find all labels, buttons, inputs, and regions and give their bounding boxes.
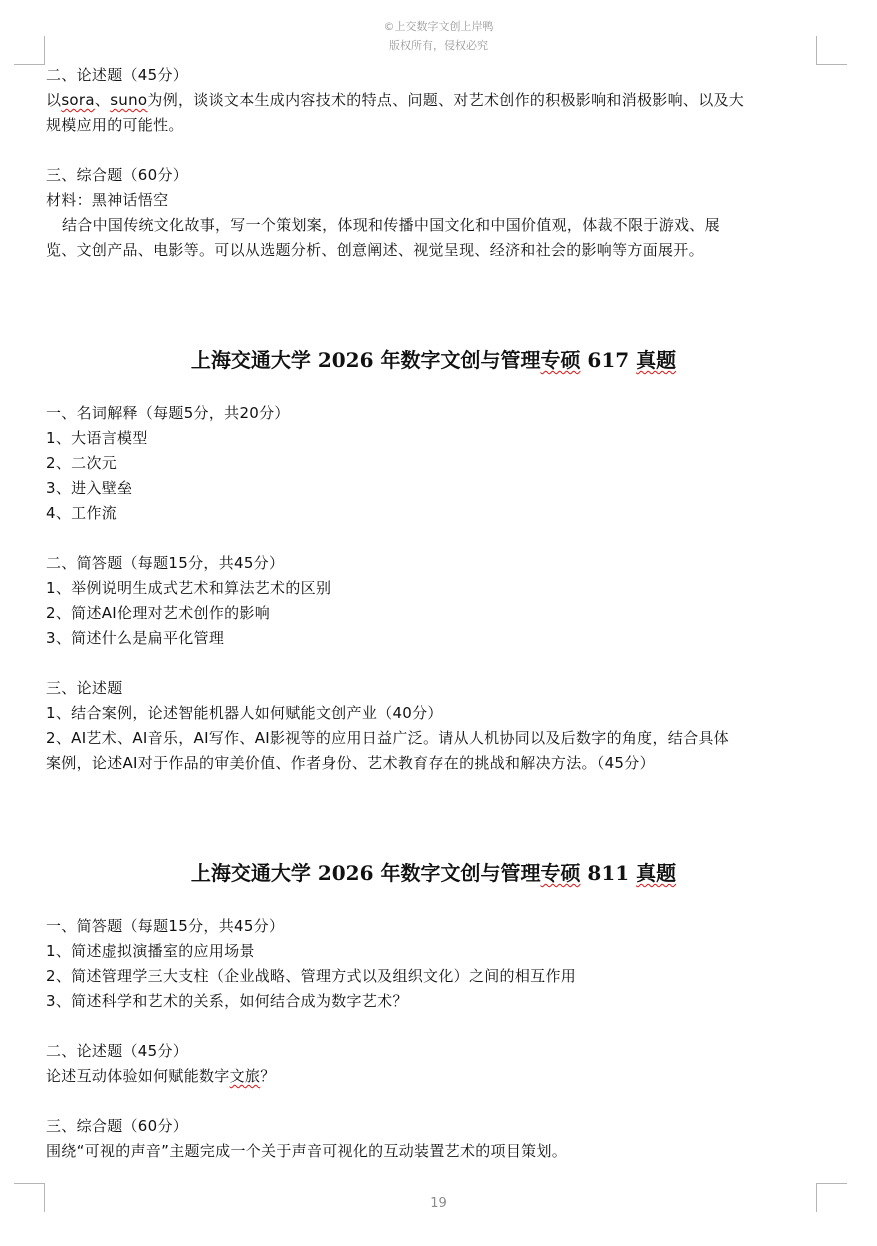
- essay-question-line-2: 规模应用的可能性。: [46, 116, 184, 134]
- watermark-line-2: 版权所有，侵权必究: [389, 39, 488, 52]
- exam-811-title-kw1: 专硕: [540, 861, 581, 885]
- exam-617-title-kw1: 专硕: [540, 348, 581, 372]
- essay-q-sep: 、: [94, 91, 111, 109]
- list-item: 2、简述AI伦理对艺术创作的影响: [46, 604, 271, 622]
- keyword-wenlv: 文旅: [229, 1067, 261, 1085]
- s2-q-post: ？: [260, 1067, 276, 1085]
- list-item: 3、简述科学和艺术的关系，如何结合成为数字艺术？: [46, 992, 408, 1010]
- keyword-suno: suno: [110, 91, 148, 109]
- exam-811-s3-heading: 三、综合题（60分）: [46, 1117, 189, 1135]
- list-item: 3、进入壁垒: [46, 479, 133, 497]
- exam-811-title-pre: 上海交通大学 2026 年数字文创与管理: [190, 861, 541, 885]
- essay-heading: 二、论述题（45分）: [46, 66, 189, 84]
- comprehensive-material: 材料：黑神话悟空: [46, 191, 169, 209]
- comprehensive-text-line-1: 结合中国传统文化故事，写一个策划案，体现和传播中国文化和中国价值观，体裁不限于游戏、展: [62, 216, 720, 234]
- watermark: [0, 20, 877, 53]
- list-item: 2、二次元: [46, 454, 118, 472]
- page-content: [46, 63, 821, 1164]
- exam-617-s2-heading: 二、简答题（每题15分，共45分）: [46, 554, 285, 572]
- exam-811-title-kw2: 真题: [636, 861, 677, 885]
- list-item: 4、工作流: [46, 504, 118, 522]
- exam-617-title: [46, 345, 821, 375]
- list-item: 1、简述虚拟演播室的应用场景: [46, 942, 255, 960]
- list-item: 1、举例说明生成式艺术和算法艺术的区别: [46, 579, 332, 597]
- crop-mark-top-left: [14, 36, 45, 65]
- exam-811-title: [46, 858, 821, 888]
- exam-617-title-kw2: 真题: [636, 348, 677, 372]
- s2-q-pre: 论述互动体验如何赋能数字: [46, 1067, 230, 1085]
- list-item: 1、结合案例，论述智能机器人如何赋能文创产业（40分）: [46, 704, 443, 722]
- exam-617-title-pre: 上海交通大学 2026 年数字文创与管理: [190, 348, 541, 372]
- exam-811-title-mid: 811: [580, 861, 637, 885]
- list-item: 1、大语言模型: [46, 429, 148, 447]
- list-item: 3、简述什么是扁平化管理: [46, 629, 225, 647]
- essay-q-post: 为例，谈谈文本生成内容技术的特点、问题、对艺术创作的积极影响和消极影响、以及大: [147, 91, 745, 109]
- comprehensive-heading: 三、综合题（60分）: [46, 166, 189, 184]
- page-number: 19: [430, 1196, 447, 1211]
- keyword-sora: sora: [61, 91, 95, 109]
- list-item-continuation: 案例，论述AI对于作品的审美价值、作者身份、艺术教育存在的挑战和解决方法。（45分）: [46, 754, 655, 772]
- exam-811-s3-question: 围绕“可视的声音”主题完成一个关于声音可视化的互动装置艺术的项目策划。: [46, 1142, 568, 1160]
- watermark-line-1: ©上交数字文创上岸鸭: [383, 20, 494, 33]
- crop-mark-top-right: [816, 36, 847, 65]
- essay-question-line-1: [46, 88, 821, 113]
- list-item: 2、简述管理学三大支柱（企业战略、管理方式以及组织文化）之间的相互作用: [46, 967, 577, 985]
- essay-q-pre: 以: [46, 91, 62, 109]
- comprehensive-text-line-2: 览、文创产品、电影等。可以从选题分析、创意阐述、视觉呈现、经济和社会的影响等方面展开。: [46, 241, 704, 259]
- exam-811-s2-heading: 二、论述题（45分）: [46, 1042, 189, 1060]
- exam-811-s1-heading: 一、简答题（每题15分，共45分）: [46, 917, 285, 935]
- exam-811-s2-question: [46, 1064, 821, 1089]
- exam-617-s3-heading: 三、论述题: [46, 679, 123, 697]
- exam-617-title-mid: 617: [580, 348, 637, 372]
- exam-617-s1-heading: 一、名词解释（每题5分，共20分）: [46, 404, 290, 422]
- list-item: 2、AI艺术、AI音乐，AI写作、AI影视等的应用日益广泛。请从人机协同以及后数字的角度，结合具体: [46, 729, 729, 747]
